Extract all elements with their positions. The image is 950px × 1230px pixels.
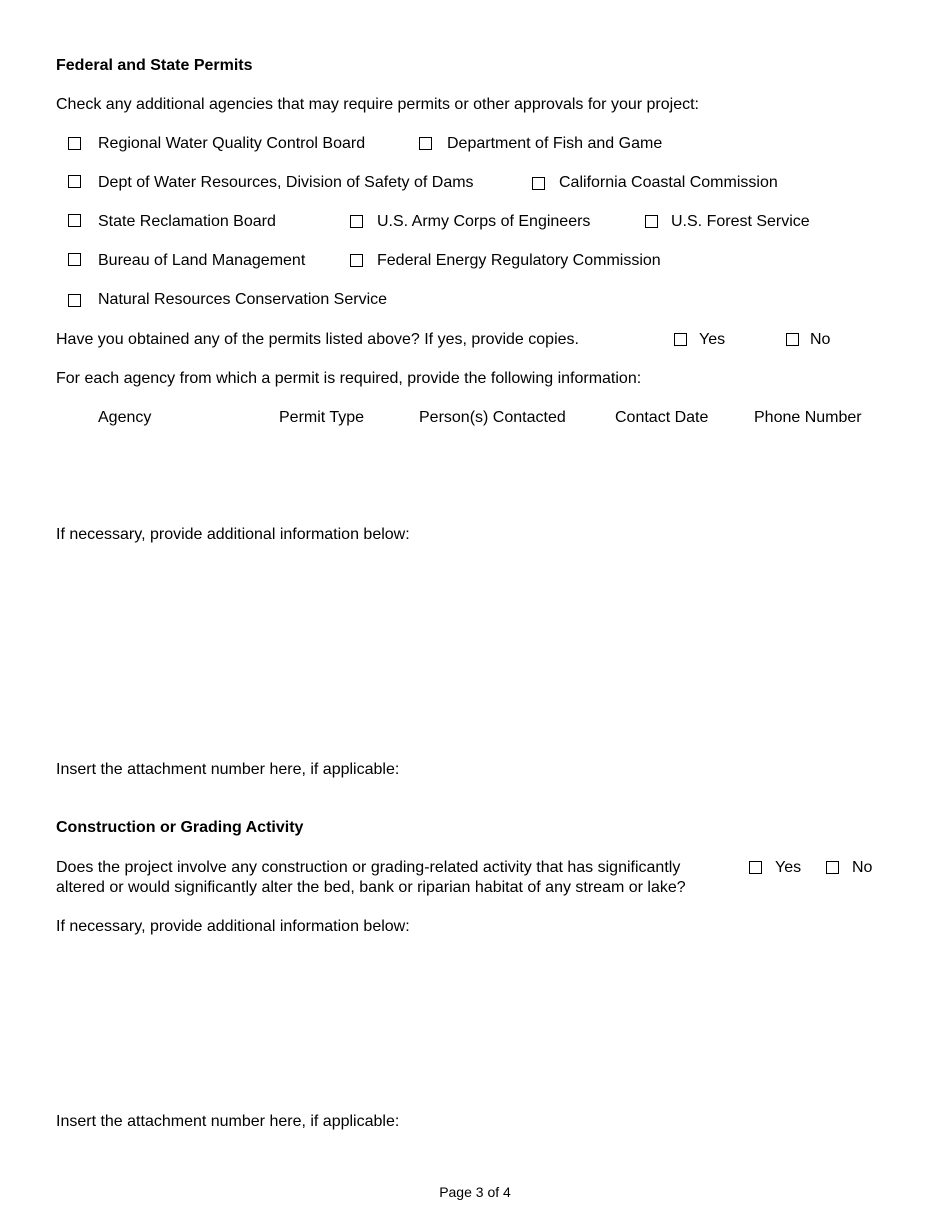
- label-regional-water-quality: Regional Water Quality Control Board: [98, 135, 366, 152]
- column-header-agency: Agency: [98, 409, 152, 426]
- label-obtained-no: No: [810, 331, 831, 348]
- checkbox-state-reclamation-board[interactable]: [68, 214, 81, 227]
- label-construction-yes: Yes: [775, 859, 802, 876]
- label-fish-and-game: Department of Fish and Game: [447, 135, 663, 152]
- label-obtained-yes: Yes: [699, 331, 726, 348]
- checkbox-ferc[interactable]: [350, 254, 363, 267]
- checkbox-construction-yes[interactable]: [749, 861, 762, 874]
- construction-question-line2: altered or would significantly alter the bed, bank or riparian habitat of any stream or lake?: [56, 879, 686, 896]
- construction-attachment-label: Insert the attachment number here, if applicable:: [56, 1113, 400, 1130]
- label-construction-no: No: [852, 859, 873, 876]
- column-header-contact-date: Contact Date: [615, 409, 709, 426]
- construction-question-line1: Does the project involve any construction or grading-related activity that has significantly: [56, 859, 681, 876]
- checkbox-land-management[interactable]: [68, 253, 81, 266]
- checkbox-army-corps[interactable]: [350, 215, 363, 228]
- checkbox-water-resources-dams[interactable]: [68, 175, 81, 188]
- permits-additional-info-label: If necessary, provide additional information below:: [56, 526, 410, 543]
- label-army-corps: U.S. Army Corps of Engineers: [377, 213, 591, 230]
- permits-obtained-question: Have you obtained any of the permits listed above? If yes, provide copies.: [56, 331, 579, 348]
- construction-additional-info-label: If necessary, provide additional information below:: [56, 918, 410, 935]
- label-ferc: Federal Energy Regulatory Commission: [377, 252, 661, 269]
- section-heading-permits: Federal and State Permits: [56, 57, 253, 74]
- checkbox-coastal-commission[interactable]: [532, 177, 545, 190]
- checkbox-fish-and-game[interactable]: [419, 137, 432, 150]
- checkbox-construction-no[interactable]: [826, 861, 839, 874]
- checkbox-regional-water-quality[interactable]: [68, 137, 81, 150]
- permits-instruction: Check any additional agencies that may require permits or other approvals for your project:: [56, 96, 699, 113]
- page-number: Page 3 of 4: [439, 1184, 511, 1200]
- permits-attachment-label: Insert the attachment number here, if applicable:: [56, 761, 400, 778]
- column-header-phone-number: Phone Number: [754, 409, 862, 426]
- label-water-resources-dams: Dept of Water Resources, Division of Safety of Dams: [98, 174, 474, 191]
- checkbox-obtained-yes[interactable]: [674, 333, 687, 346]
- column-header-permit-type: Permit Type: [279, 409, 365, 426]
- label-nrcs: Natural Resources Conservation Service: [98, 291, 388, 308]
- checkbox-forest-service[interactable]: [645, 215, 658, 228]
- column-header-persons-contacted: Person(s) Contacted: [419, 409, 566, 426]
- label-forest-service: U.S. Forest Service: [671, 213, 810, 230]
- label-coastal-commission: California Coastal Commission: [559, 174, 778, 191]
- section-heading-construction: Construction or Grading Activity: [56, 819, 304, 836]
- label-state-reclamation-board: State Reclamation Board: [98, 213, 276, 230]
- each-agency-instruction: For each agency from which a permit is required, provide the following information:: [56, 370, 642, 387]
- checkbox-obtained-no[interactable]: [786, 333, 799, 346]
- checkbox-nrcs[interactable]: [68, 294, 81, 307]
- label-land-management: Bureau of Land Management: [98, 252, 306, 269]
